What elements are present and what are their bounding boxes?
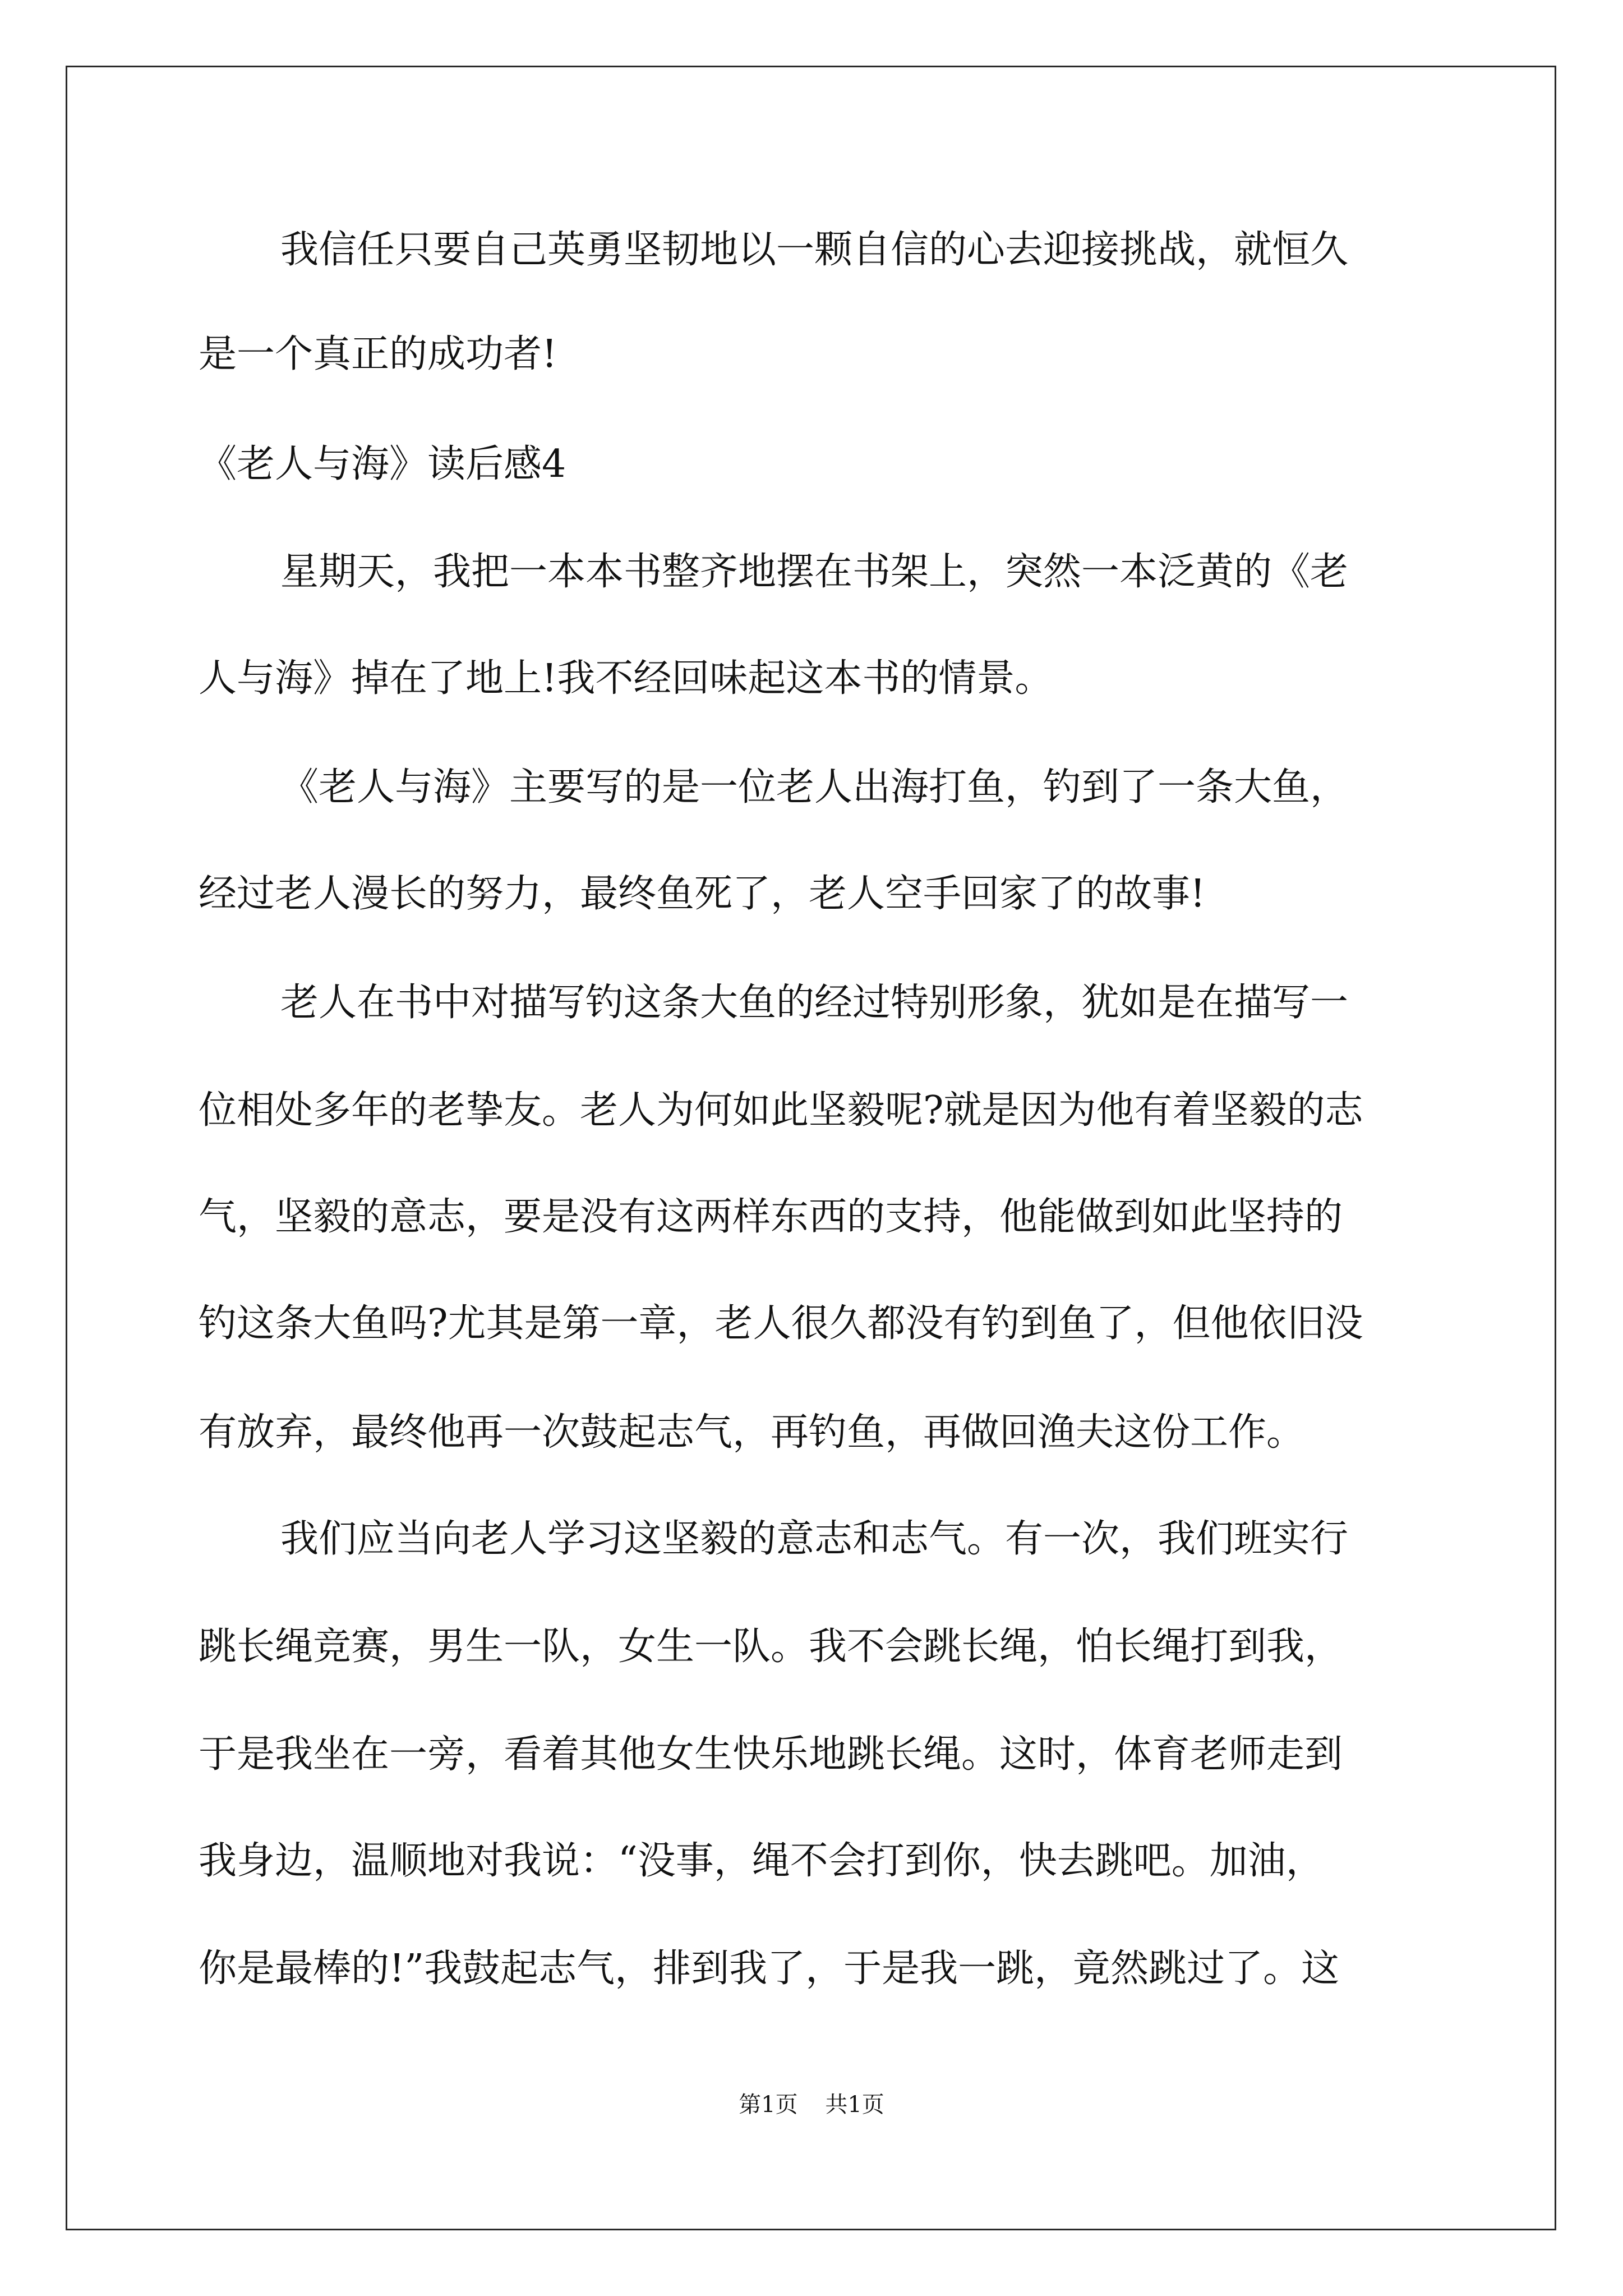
- body-line-11: 有放弃，最终他再一次鼓起志气，再钓鱼，再做回渔夫这份工作。: [199, 1410, 1305, 1455]
- page-total: 共1页: [825, 2092, 884, 2118]
- page-border: [66, 66, 1556, 2230]
- body-line-14: 于是我坐在一旁，看着其他女生快乐地跳长绳。这时，体育老师走到: [199, 1732, 1343, 1777]
- section-title: 《老人与海》读后感4: [199, 442, 566, 486]
- body-line-7: 老人在书中对描写钓这条大鱼的经过特别形象，犹如是在描写一: [280, 981, 1349, 1025]
- page-footer: [0, 2093, 1623, 2116]
- body-line-1: 我信任只要自己英勇坚韧地以一颗自信的心去迎接挑战，就恒久: [280, 228, 1349, 272]
- page-number: 第1页: [739, 2092, 798, 2118]
- body-line-13: 跳长绳竞赛，男生一队，女生一队。我不会跳长绳，怕长绳打到我，: [199, 1625, 1343, 1669]
- body-line-6: 经过老人漫长的努力，最终鱼死了，老人空手回家了的故事!: [199, 872, 1206, 916]
- body-line-12: 我们应当向老人学习这坚毅的意志和志气。有一次，我们班实行: [280, 1517, 1349, 1561]
- body-line-3: 星期天，我把一本本书整齐地摆在书架上，突然一本泛黄的《老: [280, 550, 1349, 594]
- body-line-16: 你是最棒的!”我鼓起志气，排到我了，于是我一跳，竟然跳过了。这: [199, 1947, 1340, 1991]
- body-line-5: 《老人与海》主要写的是一位老人出海打鱼，钓到了一条大鱼，: [280, 765, 1349, 809]
- body-line-8: 位相处多年的老挚友。老人为何如此坚毅呢?就是因为他有着坚毅的志: [199, 1088, 1363, 1133]
- body-line-15: 我身边，温顺地对我说：“没事，绳不会打到你，快去跳吧。加油，: [199, 1839, 1324, 1883]
- body-line-9: 气，坚毅的意志，要是没有这两样东西的支持，他能做到如此坚持的: [199, 1195, 1343, 1239]
- body-line-4: 人与海》掉在了地上!我不经回味起这本书的情景。: [199, 656, 1053, 701]
- body-line-2: 是一个真正的成功者!: [199, 332, 557, 376]
- body-line-10: 钓这条大鱼吗?尤其是第一章，老人很久都没有钓到鱼了，但他依旧没: [199, 1301, 1363, 1346]
